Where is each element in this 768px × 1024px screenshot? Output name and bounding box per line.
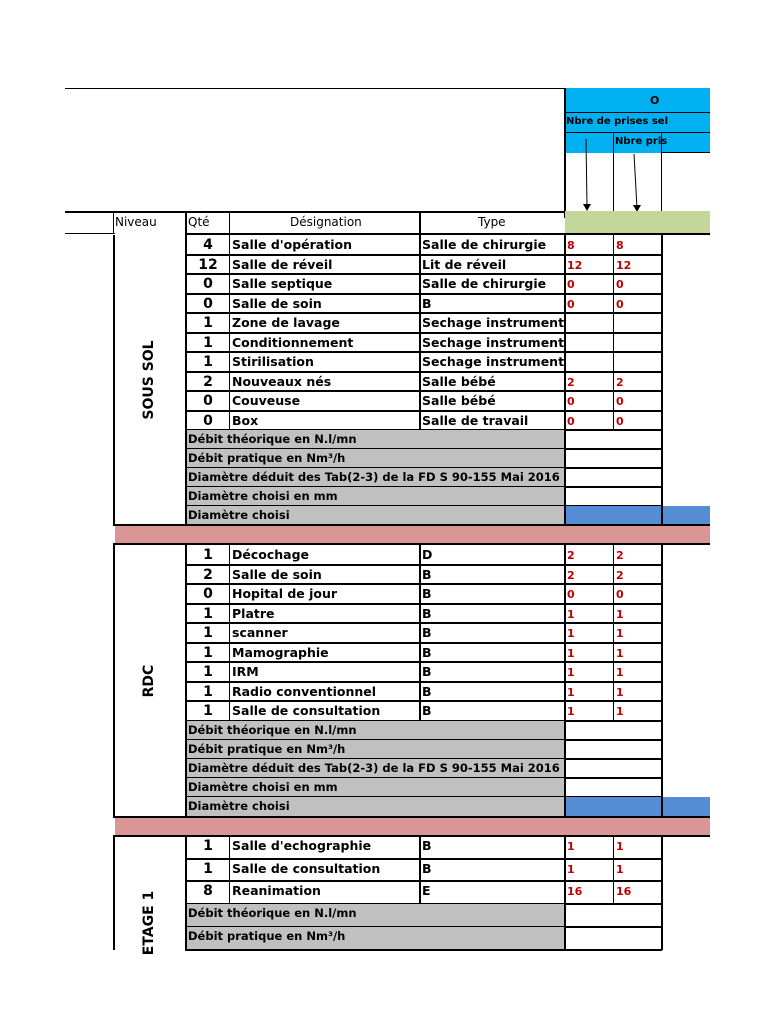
row-qte: 0 bbox=[203, 586, 213, 602]
summary-label: Diamètre déduit des Tab(2-3) de la FD S 90-155 Mai 2016 bbox=[188, 470, 560, 484]
row-value-1: 0 bbox=[567, 588, 575, 601]
row-type: B bbox=[422, 683, 432, 699]
row-qte: 1 bbox=[203, 838, 213, 854]
row-type: Sechage instrument bbox=[422, 334, 565, 350]
row-value-1: 1 bbox=[567, 840, 575, 853]
section-name-1: RDC bbox=[141, 664, 157, 698]
row-type: B bbox=[422, 566, 432, 582]
row-value-1: 0 bbox=[567, 297, 575, 311]
row-qte: 2 bbox=[203, 373, 213, 390]
row-qte: 1 bbox=[203, 644, 213, 661]
row-designation: Hopital de jour bbox=[232, 586, 338, 601]
row-value-2: 1 bbox=[616, 666, 624, 679]
header-nbre-prises-sel: Nbre de prises sel bbox=[566, 116, 668, 127]
row-type: B bbox=[422, 664, 432, 679]
green-band bbox=[565, 211, 710, 234]
summary-label: Diamètre choisi en mm bbox=[188, 489, 338, 503]
row-type: D bbox=[422, 547, 433, 562]
row-value-2: 1 bbox=[616, 685, 624, 699]
row-qte: 8 bbox=[203, 883, 213, 899]
row-qte: 2 bbox=[203, 566, 213, 583]
row-value-1: 1 bbox=[567, 646, 575, 660]
row-designation: Salle d'echographie bbox=[232, 838, 372, 853]
summary-label: Débit théorique en N.l/mn bbox=[188, 723, 357, 737]
row-value-1: 12 bbox=[567, 258, 583, 272]
row-value-2: 0 bbox=[616, 588, 624, 601]
row-value-1: 16 bbox=[567, 885, 583, 898]
row-designation: Salle de consultation bbox=[232, 703, 381, 718]
row-designation: Salle de consultation bbox=[232, 860, 381, 876]
row-type: B bbox=[422, 625, 432, 640]
row-qte: 1 bbox=[203, 354, 213, 370]
row-designation: IRM bbox=[232, 664, 259, 679]
row-qte: 0 bbox=[203, 276, 213, 292]
row-value-1: 1 bbox=[567, 607, 575, 621]
header-left-border bbox=[564, 88, 566, 218]
row-value-2: 1 bbox=[616, 862, 624, 876]
section-name-2: ETAGE 1 bbox=[141, 890, 157, 956]
diametre-choisi-cell bbox=[566, 797, 710, 816]
row-type: B bbox=[422, 860, 432, 876]
row-value-2: 2 bbox=[616, 375, 624, 389]
row-value-2: 1 bbox=[616, 705, 624, 718]
section-name-0: SOUS SOL bbox=[141, 340, 157, 420]
row-designation: Nouveaux nés bbox=[232, 373, 332, 389]
summary-label: Débit pratique en Nm³/h bbox=[188, 929, 346, 943]
header-nbre-pris: Nbre pris bbox=[615, 136, 668, 147]
row-type: Lit de réveil bbox=[422, 256, 507, 272]
row-type: B bbox=[422, 295, 432, 311]
summary-label: Diamètre choisi bbox=[188, 799, 290, 813]
row-value-2: 12 bbox=[616, 258, 632, 272]
row-value-1: 2 bbox=[567, 375, 575, 389]
summary-label: Diamètre choisi bbox=[188, 508, 290, 522]
row-value-2: 0 bbox=[616, 395, 624, 408]
row-type: E bbox=[422, 883, 431, 898]
row-type: Sechage instrument bbox=[422, 315, 565, 330]
row-designation: Box bbox=[232, 412, 259, 428]
summary-label: Débit pratique en Nm³/h bbox=[188, 451, 346, 465]
row-value-1: 2 bbox=[567, 568, 575, 582]
row-value-2: 2 bbox=[616, 568, 624, 582]
row-qte: 0 bbox=[203, 393, 213, 409]
row-type: B bbox=[422, 586, 432, 601]
row-designation: Platre bbox=[232, 605, 275, 621]
summary-label: Diamètre déduit des Tab(2-3) de la FD S 90-155 Mai 2016 bbox=[188, 761, 560, 775]
row-value-2: 2 bbox=[616, 549, 624, 562]
row-type: Salle de travail bbox=[422, 412, 529, 428]
row-type: Salle de chirurgie bbox=[422, 276, 547, 291]
row-type: Salle bébé bbox=[422, 373, 496, 389]
row-qte: 1 bbox=[203, 334, 213, 351]
row-designation: Reanimation bbox=[232, 883, 321, 898]
column-designation: Désignation bbox=[290, 215, 362, 229]
row-designation: Couveuse bbox=[232, 393, 301, 408]
row-designation: Stirilisation bbox=[232, 354, 314, 369]
row-type: B bbox=[422, 605, 432, 621]
column-qte: Qté bbox=[188, 215, 210, 229]
row-qte: 1 bbox=[203, 683, 213, 700]
row-value-2: 8 bbox=[616, 239, 624, 252]
row-type: B bbox=[422, 703, 432, 718]
row-type: Salle de chirurgie bbox=[422, 237, 547, 252]
row-designation: Zone de lavage bbox=[232, 315, 340, 330]
down-arrow-icon bbox=[580, 137, 600, 213]
row-type: B bbox=[422, 838, 432, 853]
row-designation: Conditionnement bbox=[232, 334, 354, 350]
row-value-2: 1 bbox=[616, 607, 624, 621]
row-qte: 1 bbox=[203, 605, 213, 622]
diametre-choisi-cell bbox=[566, 506, 710, 525]
row-qte: 0 bbox=[203, 412, 213, 429]
row-designation: Salle de soin bbox=[232, 566, 322, 582]
row-type: Salle bébé bbox=[422, 393, 496, 408]
summary-label: Débit théorique en N.l/mn bbox=[188, 432, 357, 446]
row-value-2: 0 bbox=[616, 278, 624, 291]
row-value-1: 0 bbox=[567, 278, 575, 291]
row-designation: Radio conventionnel bbox=[232, 683, 377, 699]
row-qte: 0 bbox=[203, 295, 213, 312]
row-qte: 1 bbox=[203, 315, 213, 331]
row-value-1: 2 bbox=[567, 549, 575, 562]
row-qte: 1 bbox=[203, 625, 213, 641]
section-divider bbox=[115, 817, 710, 836]
section-divider bbox=[115, 525, 710, 544]
row-value-1: 1 bbox=[567, 862, 575, 876]
row-qte: 1 bbox=[203, 664, 213, 680]
summary-label: Diamètre choisi en mm bbox=[188, 780, 338, 794]
row-value-2: 16 bbox=[616, 885, 632, 898]
down-arrow-icon bbox=[628, 152, 648, 214]
summary-label: Débit théorique en N.l/mn bbox=[188, 906, 357, 920]
row-value-2: 1 bbox=[616, 840, 624, 853]
header-top-label: O bbox=[650, 94, 660, 107]
row-value-2: 1 bbox=[616, 646, 624, 660]
row-value-1: 1 bbox=[567, 627, 575, 640]
row-designation: Salle de réveil bbox=[232, 256, 333, 272]
row-value-1: 1 bbox=[567, 685, 575, 699]
row-value-1: 1 bbox=[567, 666, 575, 679]
row-qte: 1 bbox=[203, 547, 213, 563]
row-designation: Salle de soin bbox=[232, 295, 322, 311]
row-type: Sechage instrument bbox=[422, 354, 565, 369]
row-value-1: 8 bbox=[567, 239, 575, 252]
row-value-2: 0 bbox=[616, 297, 624, 311]
row-designation: Décochage bbox=[232, 547, 310, 562]
row-value-2: 0 bbox=[616, 414, 624, 428]
row-value-2: 1 bbox=[616, 627, 624, 640]
row-designation: Salle d'opération bbox=[232, 237, 352, 252]
row-value-1: 0 bbox=[567, 414, 575, 428]
row-value-1: 1 bbox=[567, 705, 575, 718]
column-niveau: Niveau bbox=[115, 215, 157, 229]
row-qte: 4 bbox=[203, 237, 213, 253]
row-value-1: 0 bbox=[567, 395, 575, 408]
row-type: B bbox=[422, 644, 432, 660]
summary-label: Débit pratique en Nm³/h bbox=[188, 742, 346, 756]
row-designation: scanner bbox=[232, 625, 288, 640]
row-designation: Salle septique bbox=[232, 276, 333, 291]
row-qte: 12 bbox=[198, 256, 218, 273]
row-designation: Mamographie bbox=[232, 644, 329, 660]
top-rule bbox=[65, 88, 565, 89]
row-qte: 1 bbox=[203, 860, 213, 877]
column-type: Type bbox=[478, 215, 506, 229]
row-qte: 1 bbox=[203, 703, 213, 719]
